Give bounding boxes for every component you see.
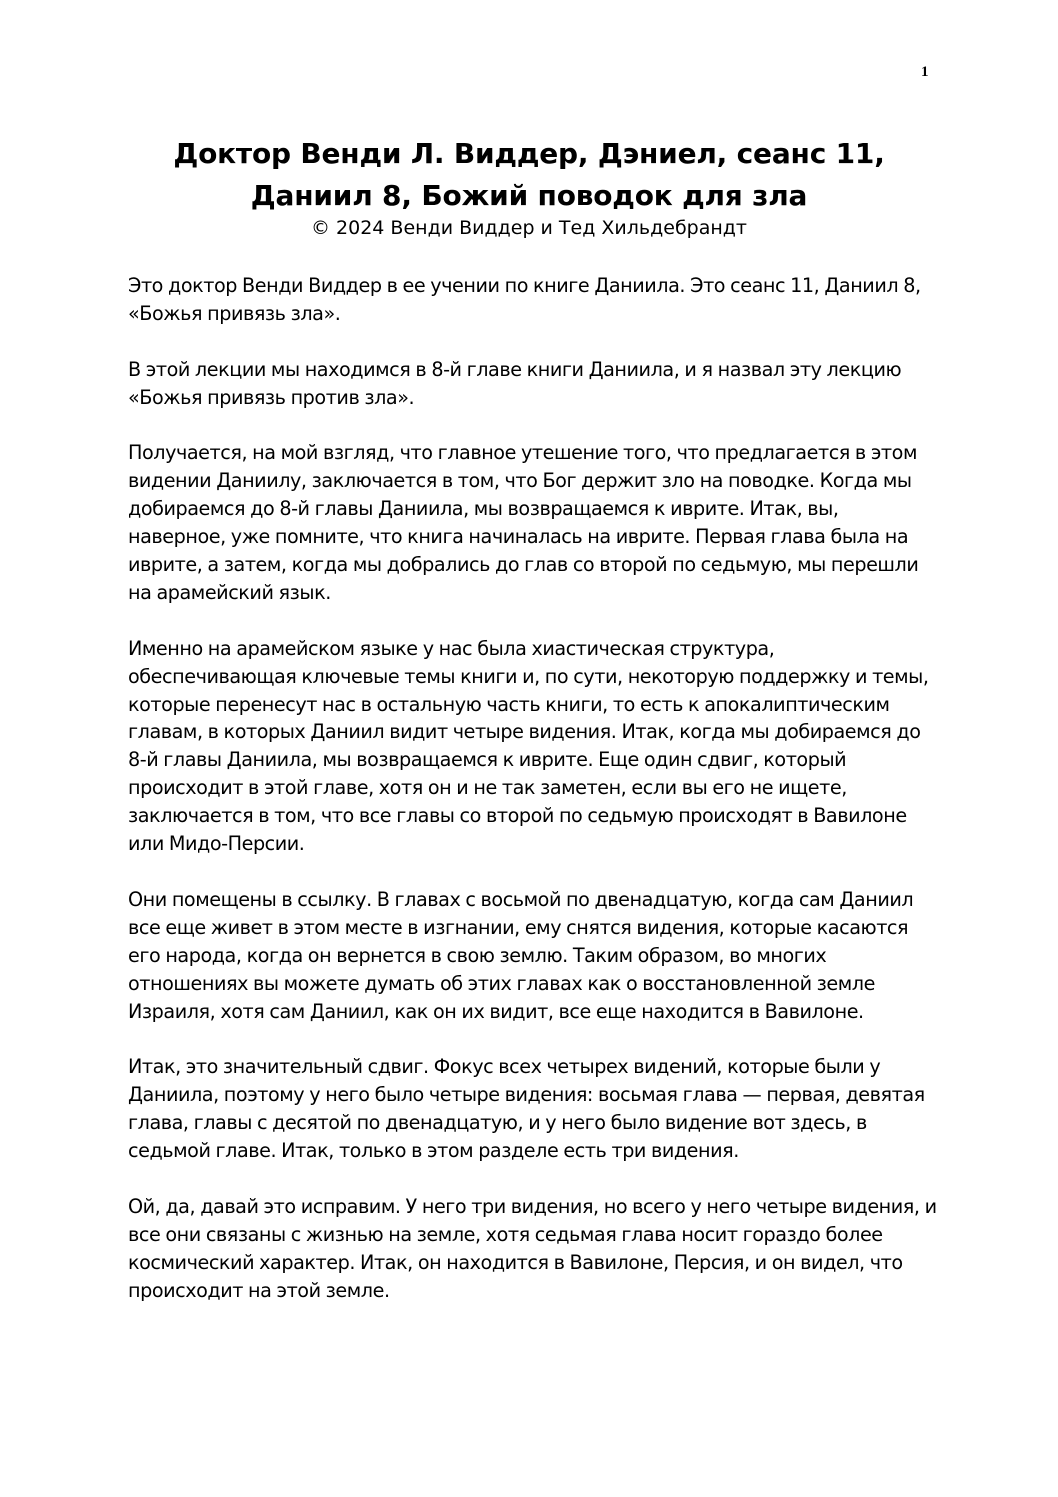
- copyright-notice: © 2024 Венди Виддер и Тед Хильдебрандт: [311, 217, 747, 239]
- paragraph: Получается, на мой взгляд, что главное утешение того, что предлагается в этом видении Даниилу, заключается в том, что Бог держит зло на поводке. Когда мы добираемся до 8-й главы Даниила, мы возвращаемся к иврите. Итак, вы, наверное, уже помните, что книга начиналась на иврите. Первая глава была на иврите, а затем, когда мы добрались до глав со второй по седьмую, мы перешли на арамейский язык.: [128, 441, 919, 604]
- paragraph: Они помещены в ссылку. В главах с восьмой по двенадцатую, когда сам Даниил все еще живет в этом месте в изгнании, ему снятся видения, которые касаются его народа, когда он вернется в свою землю. Таким образом, во многих отношениях вы можете думать об этих главах как о восстановленной земле Израиля, хотя сам Даниил, как он их видит, все еще находится в Вавилоне.: [128, 887, 914, 1023]
- document-header: [0, 133, 1058, 239]
- page-number: 1: [921, 64, 929, 80]
- paragraph: Ой, да, давай это исправим. У него три видения, но всего у него четыре видения, и все они связаны с жизнью на земле, хотя седьмая глава носит гораздо более космический характер. Итак, он находится в Вавилоне, Персия, и он видел, что происходит на этой земле.: [128, 1194, 937, 1302]
- paragraph: Это доктор Венди Виддер в ее учении по книге Даниила. Это сеанс 11, Даниил 8, «Божья привязь зла».: [128, 274, 921, 325]
- document-title-line-1: Доктор Венди Л. Виддер, Дэниел, сеанс 11,: [173, 137, 885, 170]
- document-body: [128, 272, 940, 1332]
- document-title-line-2: Даниил 8, Божий поводок для зла: [250, 179, 808, 212]
- paragraph: Именно на арамейском языке у нас была хиастическая структура, обеспечивающая ключевые темы книги и, по сути, некоторую поддержку и темы, которые перенесут нас в остальную часть книги, то есть к апокалиптическим главам, в которых Даниил видит четыре видения. Итак, когда мы добираемся до 8-й главы Даниила, мы возвращаемся к иврите. Еще один сдвиг, который происходит в этой главе, хотя он и не так заметен, если вы его не ищете, заключается в том, что все главы со второй по седьмую происходят в Вавилоне или Мидо-Персии.: [128, 636, 929, 856]
- paragraph: Итак, это значительный сдвиг. Фокус всех четырех видений, которые были у Даниила, поэтому у него было четыре видения: восьмая глава — первая, девятая глава, главы с десятой по двенадцатую, и у него было видение вот здесь, в седьмой главе. Итак, только в этом разделе есть три видения.: [128, 1055, 925, 1163]
- paragraph: В этой лекции мы находимся в 8-й главе книги Даниила, и я назвал эту лекцию «Божья привязь против зла».: [128, 357, 902, 409]
